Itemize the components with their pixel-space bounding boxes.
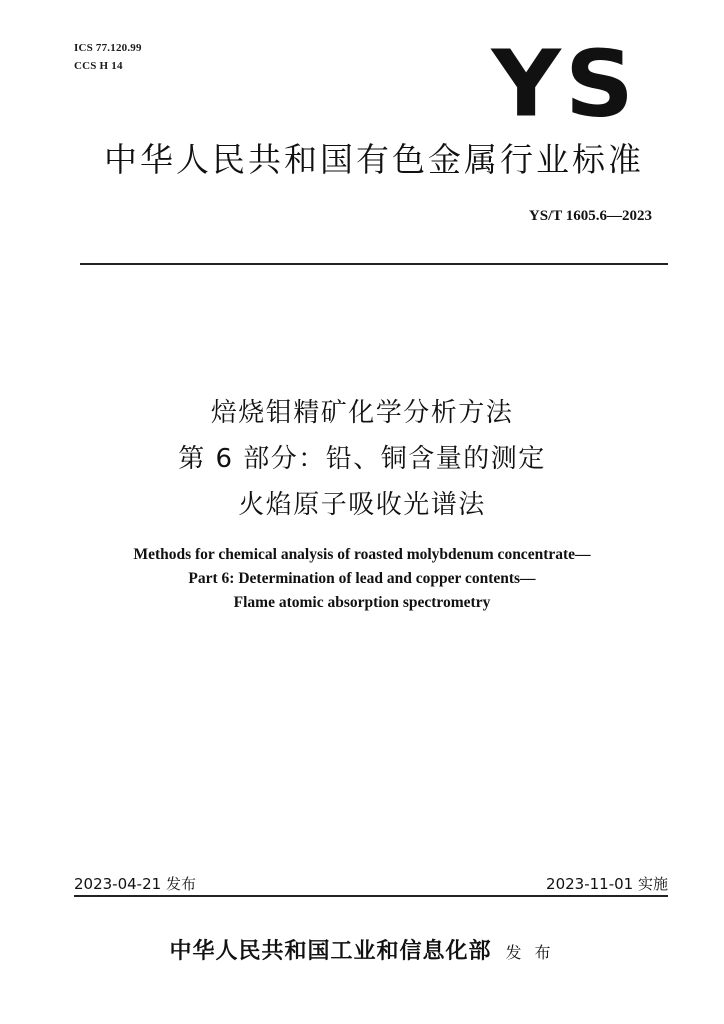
title-en-line-3: Flame atomic absorption spectrometry [233,594,491,611]
header-divider [80,263,668,265]
publisher-block [0,934,724,965]
ys-logo: YS [491,30,638,138]
issue-date: 2023-04-21 发布 [74,875,196,893]
title-en-line-2: Part 6: Determination of lead and copper contents— [188,570,536,587]
footer-divider [74,895,668,897]
implementation-date: 2023-11-01 实施 [546,875,668,893]
title-cn-line-3: 火焰原子吸收光谱法 [238,490,486,520]
publisher-name: 中华人民共和国工业和信息化部 [169,938,492,964]
standard-code: YS/T 1605.6—2023 [528,208,652,224]
title-en-line-1: Methods for chemical analysis of roasted molybdenum concentrate— [133,546,591,563]
title-cn-line-2: 第 6 部分：铅、铜含量的测定 [178,444,546,474]
ics-code: ICS 77.120.99 [74,42,142,54]
standard-type-heading: 中华人民共和国有色金属行业标准 [104,140,644,179]
title-cn-line-1: 焙烧钼精矿化学分析方法 [210,398,514,428]
ccs-code: CCS H 14 [74,60,123,72]
publisher-suffix: 发 布 [505,943,555,962]
